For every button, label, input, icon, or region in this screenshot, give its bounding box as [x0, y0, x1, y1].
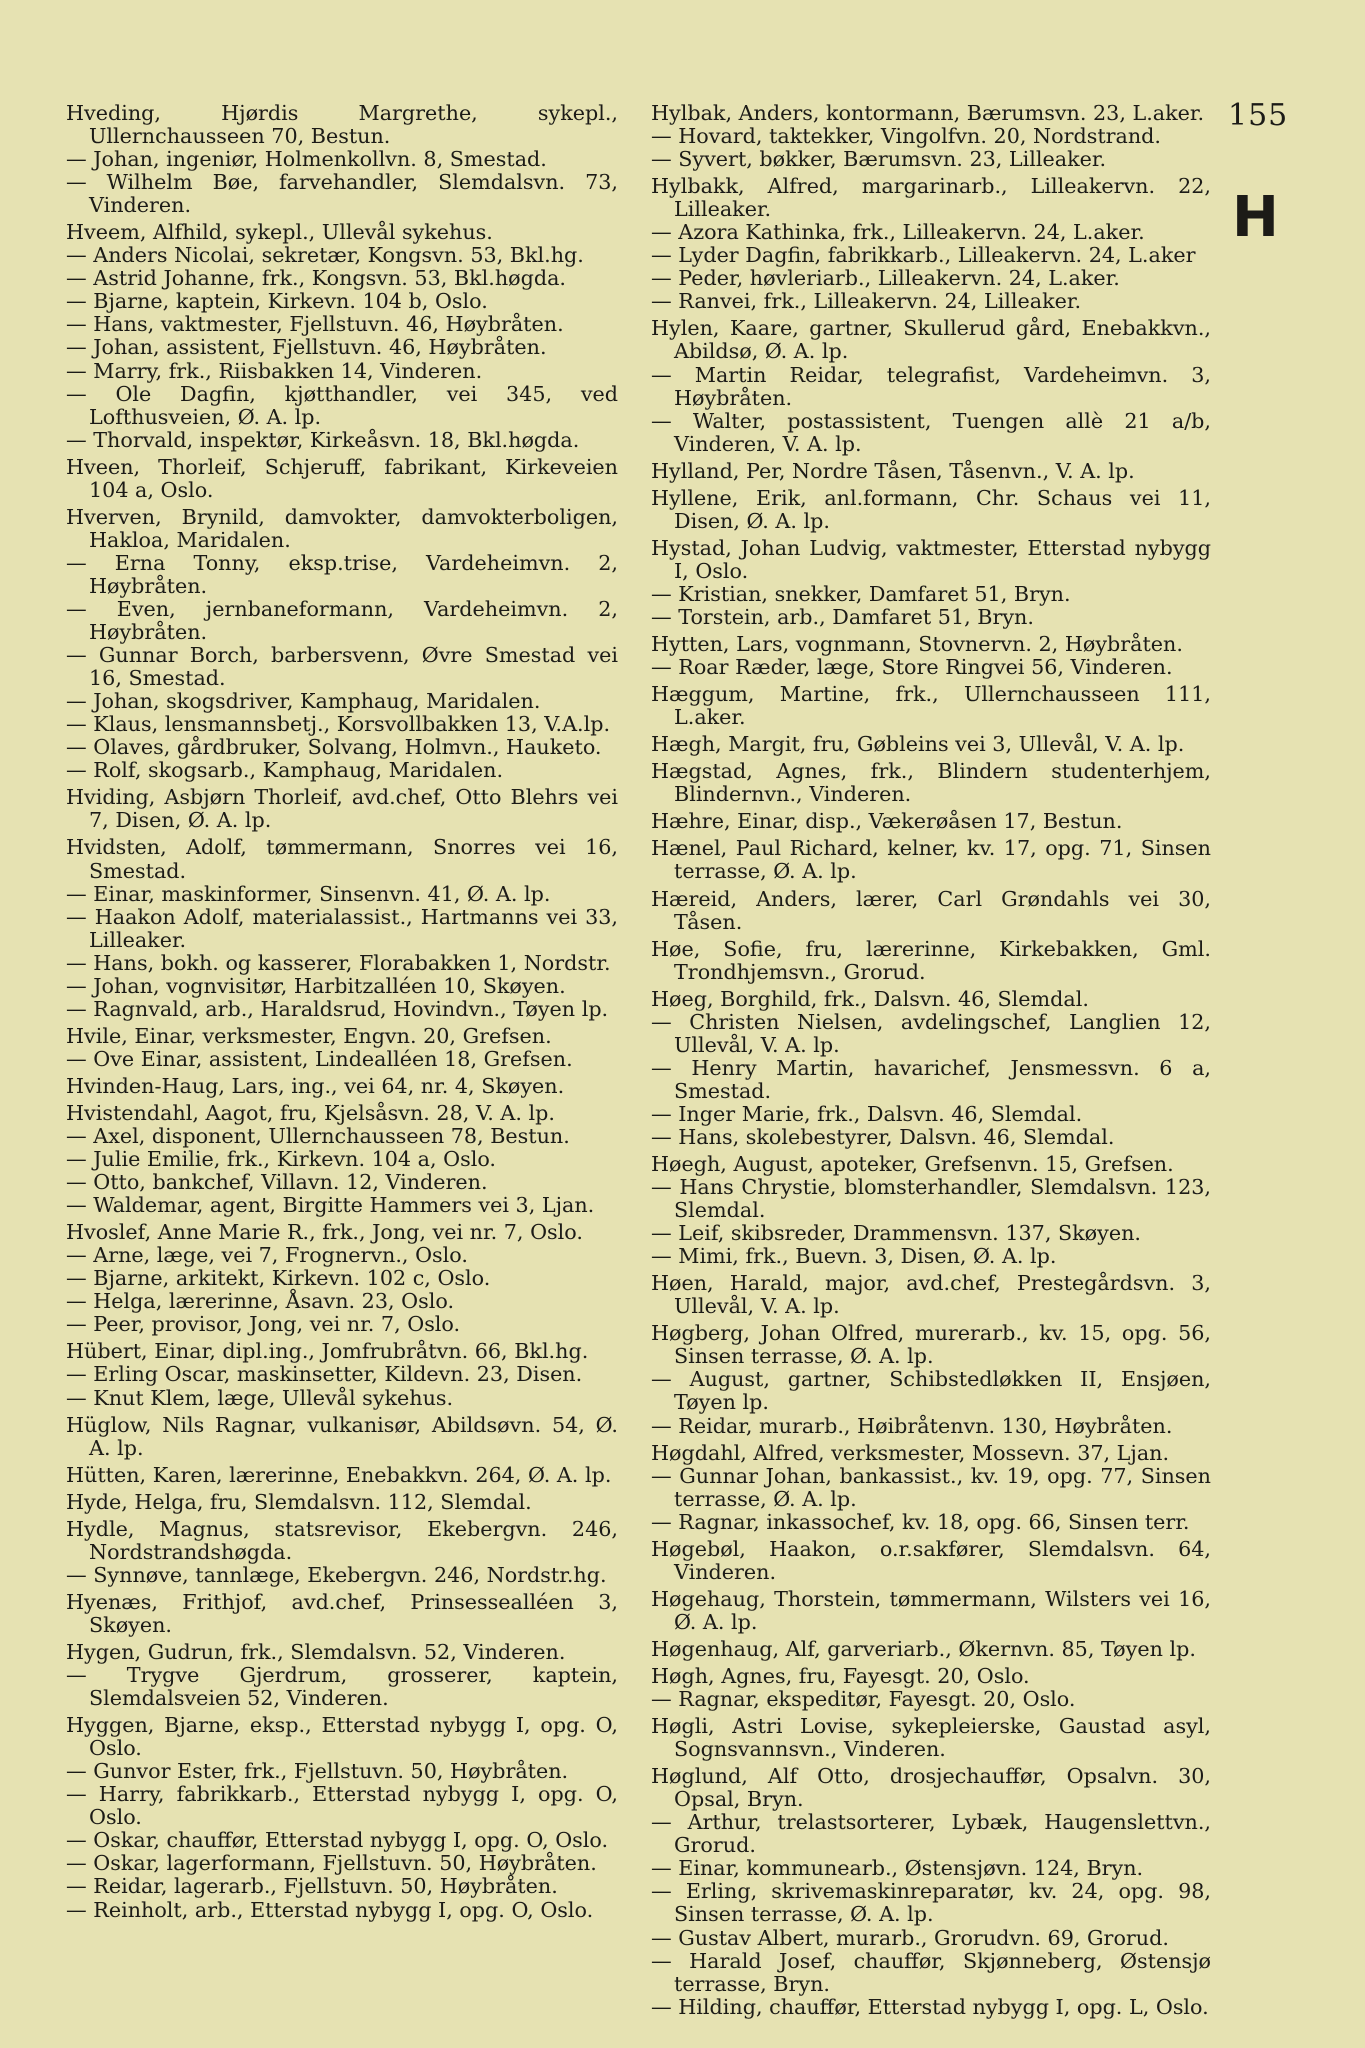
- directory-entry: Hveen, Thorleif, Schjeruff, fabrikant, Kirkeveien 104 a, Oslo.: [66, 454, 618, 502]
- directory-entry: — Roar Ræder, læge, Store Ringvei 56, Vinderen.: [651, 655, 1173, 680]
- directory-entry: — August, gartner, Schibstedløkken II, Ensjøen, Tøyen lp.: [651, 1367, 1211, 1415]
- directory-entry: — Rolf, skogsarb., Kamphaug, Maridalen.: [66, 758, 504, 783]
- directory-entry: Hvoslef, Anne Marie R., frk., Jong, vei nr. 7, Oslo.: [66, 1220, 583, 1245]
- directory-entry: Høgdahl, Alfred, verksmester, Mossevn. 37, Ljan.: [651, 1440, 1170, 1465]
- directory-entry: — Haakon Adolf, materialassist., Hartmanns vei 33, Lilleaker.: [66, 904, 618, 952]
- directory-entry: — Synnøve, tannlæge, Ekebergvn. 246, Nordstr.hg.: [66, 1562, 607, 1587]
- directory-entry: Høgh, Agnes, fru, Fayesgt. 20, Oslo.: [651, 1664, 1030, 1688]
- directory-entry: — Trygve Gjerdrum, grosserer, kaptein, Slemdalsveien 52, Vinderen.: [66, 1663, 618, 1711]
- directory-entry: — Hans, skolebestyrer, Dalsvn. 46, Slemdal.: [651, 1124, 1115, 1149]
- directory-entry: Hveem, Alfhild, sykepl., Ullevål sykehus.: [66, 220, 493, 245]
- directory-entry: Hvistendahl, Aagot, fru, Kjelsåsvn. 28, V. A. lp.: [66, 1100, 555, 1125]
- directory-entry: — Ove Einar, assistent, Lindealléen 18, Grefsen.: [66, 1046, 573, 1071]
- directory-entry: Hægstad, Agnes, frk., Blindern studenterhjem, Blindernvn., Vinderen.: [651, 759, 1211, 807]
- directory-entry: Høglund, Alf Otto, drosjechauffør, Opsalvn. 30, Opsal, Bryn.: [651, 1764, 1211, 1812]
- directory-entry: — Thorvald, inspektør, Kirkeåsvn. 18, Bkl.høgda.: [66, 427, 580, 452]
- directory-entry: — Martin Reidar, telegrafist, Vardeheimvn. 3, Høybråten.: [651, 362, 1211, 410]
- directory-entry: — Reidar, lagerarb., Fjellstuvn. 50, Høybråten.: [66, 1874, 558, 1899]
- directory-entry: Høgenhaug, Alf, garveriarb., Økernvn. 85, Tøyen lp.: [651, 1636, 1196, 1661]
- directory-entry: — Ole Dagfin, kjøtthandler, vei 345, ved Lofthusveien, Ø. A. lp.: [66, 381, 618, 429]
- directory-entry: — Henry Martin, havarichef, Jensmessvn. 6 a, Smestad.: [651, 1055, 1211, 1103]
- directory-entry: — Gunnar Johan, bankassist., kv. 19, opg. 77, Sinsen terrasse, Ø. A. lp.: [651, 1463, 1211, 1511]
- directory-entry: — Peder, høvleriarb., Lilleakervn. 24, L.aker.: [651, 266, 1120, 291]
- directory-entry: Hæhre, Einar, disp., Vækerøåsen 17, Bestun.: [651, 809, 1123, 834]
- directory-entry: — Leif, skibsreder, Drammensvn. 137, Skøyen.: [651, 1221, 1141, 1246]
- directory-entry: — Waldemar, agent, Birgitte Hammers vei 3, Ljan.: [66, 1193, 595, 1218]
- right-column: [651, 102, 1211, 2019]
- directory-entry: — Hans Chrystie, blomsterhandler, Slemdalsvn. 123, Slemdal.: [651, 1175, 1211, 1223]
- directory-entry: — Johan, skogsdriver, Kamphaug, Maridalen.: [66, 689, 541, 714]
- directory-entry: — Anders Nicolai, sekretær, Kongsvn. 53, Bkl.hg.: [66, 243, 584, 268]
- directory-entry: Høgebøl, Haakon, o.r.sakfører, Slemdalsvn. 64, Vinderen.: [651, 1536, 1211, 1584]
- directory-entry: Hylen, Kaare, gartner, Skullerud gård, Enebakkvn., Abildsø, Ø. A. lp.: [651, 316, 1211, 364]
- directory-entry: Hystad, Johan Ludvig, vaktmester, Etterstad nybygg I, Oslo.: [651, 535, 1211, 583]
- directory-entry: — Even, jernbaneformann, Vardeheimvn. 2, Høybråten.: [66, 596, 618, 645]
- directory-entry: — Gustav Albert, murarb., Grorudvn. 69, Grorud.: [651, 1925, 1169, 1950]
- directory-entry: Hylland, Per, Nordre Tåsen, Tåsenvn., V. A. lp.: [651, 458, 1135, 483]
- directory-entry: — Astrid Johanne, frk., Kongsvn. 53, Bkl.høgda.: [66, 266, 566, 291]
- directory-entry: — Ragnvald, arb., Haraldsrud, Hovindvn., Tøyen lp.: [66, 996, 609, 1021]
- directory-entry: — Peer, provisor, Jong, vei nr. 7, Oslo.: [66, 1312, 461, 1337]
- directory-entry: Hyllene, Erik, anl.formann, Chr. Schaus vei 11, Disen, Ø. A. lp.: [651, 485, 1211, 533]
- directory-entry: Hylbakk, Alfred, margarinarb., Lilleakervn. 22, Lilleaker.: [651, 174, 1211, 222]
- left-column: [66, 102, 618, 1922]
- directory-entry: — Knut Klem, læge, Ullevål sykehus.: [66, 1385, 454, 1410]
- directory-entry: — Mimi, frk., Buevn. 3, Disen, Ø. A. lp.: [651, 1244, 1057, 1269]
- directory-entry: — Gunvor Ester, frk., Fjellstuvn. 50, Høybråten.: [66, 1759, 569, 1784]
- directory-entry: — Einar, maskinformer, Sinsenvn. 41, Ø. A. lp.: [66, 881, 551, 906]
- directory-entry: — Erna Tonny, eksp.trise, Vardeheimvn. 2, Høybråten.: [66, 550, 618, 598]
- directory-entry: — Bjarne, kaptein, Kirkevn. 104 b, Oslo.: [66, 289, 488, 314]
- directory-entry: Hütten, Karen, lærerinne, Enebakkvn. 264, Ø. A. lp.: [66, 1462, 612, 1487]
- directory-entry: — Inger Marie, frk., Dalsvn. 46, Slemdal.: [651, 1101, 1083, 1126]
- directory-entry: — Reinholt, arb., Etterstad nybygg I, opg. O, Oslo.: [66, 1897, 594, 1922]
- directory-entry: — Kristian, snekker, Damfaret 51, Bryn.: [651, 581, 1071, 606]
- directory-entry: — Oskar, chauffør, Etterstad nybygg I, opg. O, Oslo.: [66, 1828, 609, 1853]
- directory-entry: Høeg, Borghild, frk., Dalsvn. 46, Slemdal.: [651, 986, 1089, 1011]
- directory-entry: — Oskar, lagerformann, Fjellstuvn. 50, Høybråten.: [66, 1851, 597, 1876]
- directory-entry: Hveding, Hjørdis Margrethe, sykepl., Ullernchausseen 70, Bestun.: [66, 101, 618, 149]
- directory-entry: — Wilhelm Bøe, farvehandler, Slemdalsvn. 73, Vinderen.: [66, 170, 618, 218]
- page-number: 155: [1228, 98, 1289, 133]
- directory-entry: — Hilding, chauffør, Etterstad nybygg I, opg. L, Oslo.: [651, 1994, 1209, 2019]
- directory-entry: Høen, Harald, major, avd.chef, Prestegårdsvn. 3, Ullevål, V. A. lp.: [651, 1271, 1211, 1319]
- directory-entry: Hüglow, Nils Ragnar, vulkanisør, Abildsøvn. 54, Ø. A. lp.: [66, 1412, 618, 1460]
- directory-entry: Hænel, Paul Richard, kelner, kv. 17, opg. 71, Sinsen terrasse, Ø. A. lp.: [651, 836, 1211, 884]
- section-letter: H: [1232, 185, 1279, 250]
- directory-entry: — Syvert, bøkker, Bærumsvn. 23, Lilleaker.: [651, 147, 1107, 172]
- directory-entry: — Ragnar, ekspeditør, Fayesgt. 20, Oslo.: [651, 1687, 1076, 1712]
- directory-entry: Hyenæs, Frithjof, avd.chef, Prinsessealléen 3, Skøyen.: [66, 1589, 618, 1637]
- directory-entry: — Hans, bokh. og kasserer, Florabakken 1, Nordstr.: [66, 950, 611, 975]
- directory-entry: — Marry, frk., Riisbakken 14, Vinderen.: [66, 358, 483, 383]
- directory-entry: — Klaus, lensmannsbetj., Korsvollbakken 13, V.A.lp.: [66, 712, 611, 737]
- directory-entry: — Erling, skrivemaskinreparatør, kv. 24, opg. 98, Sinsen terrasse, Ø. A. lp.: [651, 1879, 1211, 1927]
- directory-entry: — Ragnar, inkassochef, kv. 18, opg. 66, Sinsen terr.: [651, 1509, 1190, 1534]
- directory-entry: — Reidar, murarb., Høibråtenvn. 130, Høybråten.: [651, 1413, 1173, 1438]
- directory-entry: — Arthur, trelastsorterer, Lybæk, Haugenslettvn., Grorud.: [651, 1810, 1211, 1858]
- directory-entry: Hyggen, Bjarne, eksp., Etterstad nybygg I, opg. O, Oslo.: [66, 1713, 618, 1761]
- directory-entry: — Erling Oscar, maskinsetter, Kildevn. 23, Disen.: [66, 1362, 583, 1387]
- directory-entry: — Julie Emilie, frk., Kirkevn. 104 a, Oslo.: [66, 1147, 497, 1172]
- directory-entry: Hverven, Brynild, damvokter, damvokterboligen, Hakloa, Maridalen.: [66, 504, 618, 552]
- directory-entry: — Gunnar Borch, barbersvenn, Øvre Smestad vei 16, Smestad.: [66, 643, 618, 691]
- directory-entry: — Otto, bankchef, Villavn. 12, Vinderen.: [66, 1170, 488, 1195]
- directory-entry: — Walter, postassistent, Tuengen allè 21 a/b, Vinderen, V. A. lp.: [651, 408, 1211, 456]
- directory-entry: Hytten, Lars, vognmann, Stovnervn. 2, Høybråten.: [651, 632, 1183, 657]
- directory-entry: — Arne, læge, vei 7, Frognervn., Oslo.: [66, 1243, 468, 1268]
- directory-entry: — Olaves, gårdbruker, Solvang, Holmvn., Hauketo.: [66, 735, 602, 760]
- directory-entry: Høegh, August, apoteker, Grefsenvn. 15, Grefsen.: [651, 1152, 1174, 1177]
- directory-entry: Høgberg, Johan Olfred, murerarb., kv. 15, opg. 56, Sinsen terrasse, Ø. A. lp.: [651, 1321, 1211, 1369]
- directory-entry: Hydle, Magnus, statsrevisor, Ekebergvn. 246, Nordstrandshøgda.: [66, 1516, 618, 1564]
- directory-entry: — Axel, disponent, Ullernchausseen 78, Bestun.: [66, 1124, 570, 1149]
- directory-entry: Hübert, Einar, dipl.ing., Jomfrubråtvn. 66, Bkl.hg.: [66, 1339, 589, 1364]
- directory-entry: — Azora Kathinka, frk., Lilleakervn. 24, L.aker.: [651, 220, 1145, 245]
- directory-entry: Hvinden-Haug, Lars, ing., vei 64, nr. 4, Skøyen.: [66, 1073, 565, 1098]
- directory-entry: — Ranvei, frk., Lilleakervn. 24, Lilleaker.: [651, 289, 1082, 314]
- directory-entry: Hylbak, Anders, kontormann, Bærumsvn. 23, L.aker.: [651, 101, 1205, 125]
- directory-entry: Hvile, Einar, verksmester, Engvn. 20, Grefsen.: [66, 1023, 552, 1048]
- directory-entry: Hyde, Helga, fru, Slemdalsvn. 112, Slemdal.: [66, 1489, 532, 1514]
- directory-entry: — Johan, assistent, Fjellstuvn. 46, Høybråten.: [66, 335, 547, 360]
- directory-entry: — Johan, vognvisitør, Harbitzalléen 10, Skøyen.: [66, 973, 566, 998]
- directory-entry: — Harald Josef, chauffør, Skjønneberg, Østensjø terrasse, Bryn.: [651, 1948, 1211, 1996]
- directory-entry: Hviding, Asbjørn Thorleif, avd.chef, Otto Blehrs vei 7, Disen, Ø. A. lp.: [66, 785, 618, 833]
- directory-entry: — Hans, vaktmester, Fjellstuvn. 46, Høybråten.: [66, 312, 564, 337]
- directory-entry: — Torstein, arb., Damfaret 51, Bryn.: [651, 604, 1034, 629]
- directory-entry: Hygen, Gudrun, frk., Slemdalsvn. 52, Vinderen.: [66, 1640, 566, 1664]
- directory-entry: — Helga, lærerinne, Åsavn. 23, Oslo.: [66, 1289, 455, 1314]
- directory-entry: Høgli, Astri Lovise, sykepleierske, Gaustad asyl, Sognsvannsvn., Vinderen.: [651, 1714, 1211, 1762]
- directory-entry: — Harry, fabrikkarb., Etterstad nybygg I, opg. O, Oslo.: [66, 1782, 618, 1830]
- directory-entry: — Johan, ingeniør, Holmenkollvn. 8, Smestad.: [66, 147, 547, 172]
- directory-entry: Hægh, Margit, fru, Gøbleins vei 3, Ullevål, V. A. lp.: [651, 732, 1185, 757]
- directory-entry: Hæreid, Anders, lærer, Carl Grøndahls vei 30, Tåsen.: [651, 886, 1211, 934]
- directory-entry: — Christen Nielsen, avdelingschef, Langlien 12, Ullevål, V. A. lp.: [651, 1009, 1211, 1057]
- directory-entry: — Hovard, taktekker, Vingolfvn. 20, Nordstrand.: [651, 124, 1161, 149]
- directory-entry: — Einar, kommunearb., Østensjøvn. 124, Bryn.: [651, 1856, 1144, 1881]
- directory-entry: Hæggum, Martine, frk., Ullernchausseen 111, L.aker.: [651, 682, 1211, 730]
- directory-entry: Høe, Sofie, fru, lærerinne, Kirkebakken, Gml. Trondhjemsvn., Grorud.: [651, 936, 1211, 984]
- directory-entry: — Bjarne, arkitekt, Kirkevn. 102 c, Oslo.: [66, 1266, 491, 1291]
- directory-entry: Hvidsten, Adolf, tømmermann, Snorres vei 16, Smestad.: [66, 835, 618, 883]
- directory-entry: — Lyder Dagfin, fabrikkarb., Lilleakervn. 24, L.aker: [651, 243, 1196, 268]
- directory-entry: Høgehaug, Thorstein, tømmermann, Wilsters vei 16, Ø. A. lp.: [651, 1586, 1211, 1634]
